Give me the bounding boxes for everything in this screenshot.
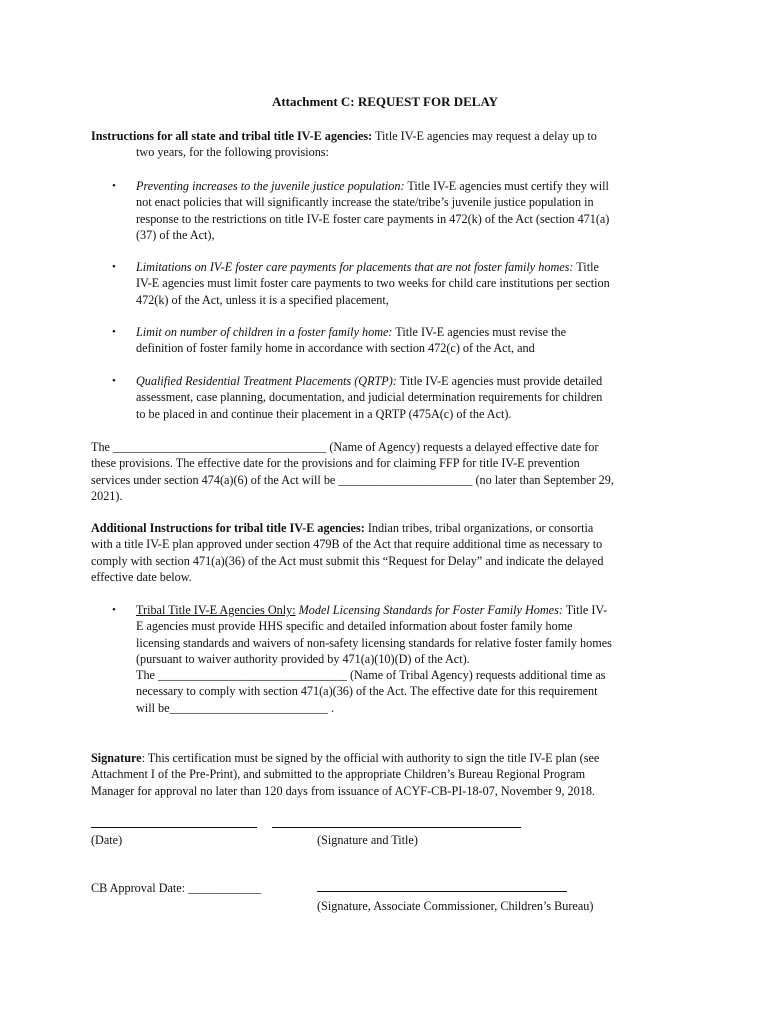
date-signature-line[interactable]: [91, 827, 257, 828]
paragraph-line: 2021).: [91, 488, 123, 503]
bullet-text: licensing standards and waivers of non-safety licensing standards for relative foster family homes: [136, 635, 612, 650]
bullet-text: (37) of the Act),: [136, 227, 215, 242]
bullet-heading: Limit on number of children in a foster family home:: [136, 325, 393, 339]
paragraph-line: comply with section 471(a)(36) of the Act must submit this “Request for Delay” and indicate the delayed: [91, 553, 604, 568]
signature-title-line[interactable]: [272, 827, 521, 828]
bullet-icon: •: [112, 375, 116, 387]
paragraph-line: these provisions. The effective date for the provisions and for claiming FFP for title IV-E prevention: [91, 456, 580, 471]
list-item-tribal-agencies: [112, 602, 692, 716]
bullet-text: to be placed in and continue their placement in a QRTP (475A(c) of the Act).: [136, 406, 512, 421]
list-item-juvenile-justice: [112, 178, 692, 243]
bullet-text: Title IV-E agencies must certify they will: [404, 179, 609, 193]
bullet-text: not enact policies that will significantly increase the state/tribe’s juvenile justice population in: [136, 195, 594, 210]
paragraph-line: services under section 474(a)(6) of the Act will be ______________________ (no later than September 29,: [91, 472, 614, 487]
bullet-heading: Qualified Residential Treatment Placements (QRTP):: [136, 374, 397, 388]
bullet-text: Title IV-E agencies must revise the: [392, 325, 567, 339]
bullet-heading: Limitations on IV-E foster care payments for placements that are not foster family homes:: [136, 260, 574, 274]
list-item-qrtp: [112, 373, 692, 422]
paragraph-line: effective date below.: [91, 569, 192, 584]
bullet-icon: •: [112, 326, 116, 338]
commissioner-signature-label: (Signature, Associate Commissioner, Children’s Bureau): [317, 899, 594, 913]
signature-label: Signature: [91, 751, 142, 765]
bullet-text: assessment, case planning, documentation, and judicial determination requirements for children: [136, 390, 603, 405]
paragraph-line: with a title IV-E plan approved under section 479B of the Act that require additional time as necessary to: [91, 537, 603, 552]
agency-delay-paragraph: [91, 439, 691, 504]
instructions-text: Title IV-E agencies may request a delay up to: [372, 129, 597, 143]
list-item-children-limit: [112, 324, 692, 357]
signature-title-label: (Signature and Title): [317, 833, 418, 847]
paragraph-line: : This certification must be signed by the official with authority to sign the title IV-E plan (see: [141, 751, 600, 765]
bullet-text: definition of foster family home in accordance with section 472(c) of the Act, and: [136, 341, 535, 356]
bullet-text: (pursuant to waiver authority provided by 471(a)(10)(D) of the Act).: [136, 651, 470, 666]
bullet-text: necessary to comply with section 471(a)(36) of the Act. The effective date for this requirement: [136, 684, 598, 699]
date-label: (Date): [91, 833, 123, 847]
additional-instructions-label: Additional Instructions for tribal title IV-E agencies:: [91, 521, 365, 535]
bullet-icon: •: [112, 261, 116, 273]
bullet-text: IV-E agencies must limit foster care payments to two weeks for child care institutions per section: [136, 276, 610, 291]
paragraph-line: Indian tribes, tribal organizations, or consortia: [364, 521, 594, 535]
bullet-text: E agencies must provide HHS specific and detailed information about foster family home: [136, 619, 573, 634]
bullet-text: response to the restrictions on title IV-E foster care payments in 472(k) of the Act (section 471(a): [136, 211, 610, 226]
bullet-heading: Preventing increases to the juvenile justice population:: [136, 179, 405, 193]
bullet-icon: •: [112, 180, 116, 192]
additional-instructions-paragraph: [91, 520, 691, 585]
commissioner-signature-line[interactable]: [317, 891, 567, 892]
page-title: Attachment C: REQUEST FOR DELAY: [271, 94, 499, 109]
cb-approval-date-field[interactable]: CB Approval Date: ____________: [91, 881, 262, 895]
bullet-text: The _______________________________ (Name of Tribal Agency) requests additional time as: [136, 668, 606, 683]
instructions-label: Instructions for all state and tribal title IV-E agencies:: [91, 129, 373, 143]
bullet-text: Title IV-E agencies must provide detailed: [396, 374, 603, 388]
signature-paragraph: [91, 750, 691, 799]
bullet-text: will be__________________________ .: [136, 700, 335, 715]
bullet-heading: Model Licensing Standards for Foster Family Homes:: [295, 603, 563, 617]
instructions-text-continued: two years, for the following provisions:: [136, 145, 329, 160]
instructions-paragraph: [91, 128, 691, 161]
tribal-only-label: Tribal Title IV-E Agencies Only:: [136, 603, 296, 617]
bullet-text: 472(k) of the Act, unless it is a specified placement,: [136, 292, 389, 307]
bullet-icon: •: [112, 604, 116, 616]
bullet-text: Title: [573, 260, 599, 274]
bullet-text: Title IV-: [562, 603, 608, 617]
list-item-payment-limitations: [112, 259, 692, 308]
paragraph-line: Manager for approval no later than 120 days from issuance of ACYF-CB-PI-18-07, November 9, 2018.: [91, 783, 595, 798]
paragraph-line: Attachment I of the Pre-Print), and submitted to the appropriate Children’s Bureau Regional Program: [91, 767, 586, 782]
paragraph-line: The ___________________________________ (Name of Agency) requests a delayed effective date for: [91, 440, 599, 454]
